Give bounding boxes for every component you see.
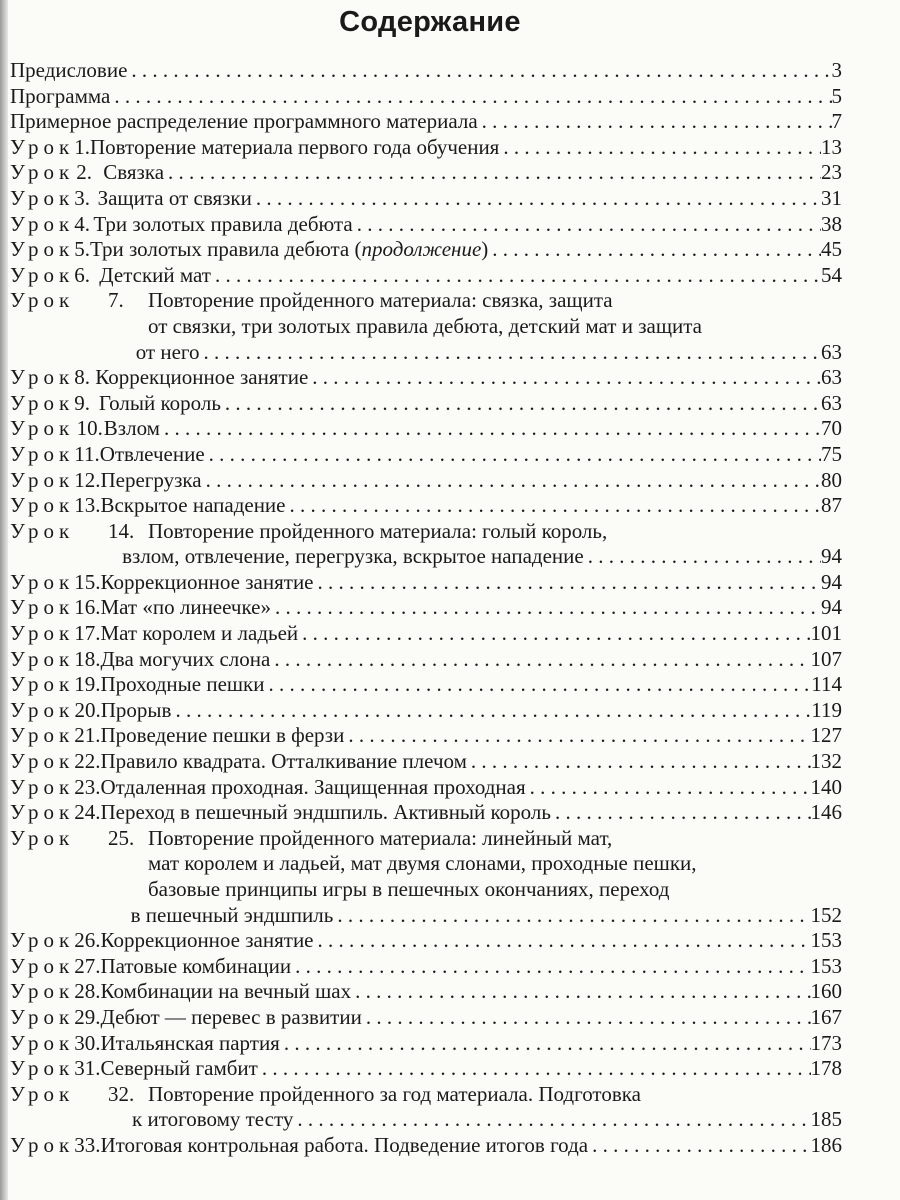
- toc-line: [10, 749, 842, 775]
- dot-leader: [298, 621, 810, 647]
- lesson-title: базовые принципы игры в пешечных окончаниях, переход: [148, 877, 670, 901]
- lesson-prefix: Урок: [10, 1056, 75, 1081]
- lesson-entry: [10, 160, 842, 186]
- lesson-prefix: Урок: [10, 365, 75, 390]
- lesson-number: 16.: [74, 595, 101, 620]
- toc-line: [10, 314, 842, 340]
- dot-leader: [308, 365, 821, 391]
- lesson-entry: [10, 647, 842, 673]
- lesson-title: в пешечный эндшпиль: [130, 902, 334, 927]
- lesson-number: 26.: [74, 928, 101, 953]
- dot-leader: [252, 186, 821, 212]
- entry-title: Примерное распределение программного материала: [10, 109, 478, 134]
- page-number: 127: [810, 723, 842, 748]
- page-number: 140: [810, 774, 842, 799]
- page-number: 152: [810, 902, 842, 927]
- page-number: 45: [821, 237, 842, 262]
- toc-line: [10, 493, 842, 519]
- dot-leader: [478, 109, 832, 135]
- lesson-entry: [10, 826, 842, 928]
- toc-line: [10, 647, 842, 673]
- dot-leader: [265, 672, 812, 698]
- lesson-title: Северный гамбит: [100, 1056, 258, 1081]
- lesson-entry: [10, 1133, 842, 1159]
- page-number: 114: [811, 672, 842, 697]
- lesson-entry: [10, 288, 842, 365]
- lesson-prefix: Урок: [10, 697, 75, 722]
- lesson-title: Повторение пройденного за год материала. Подготовка: [148, 1081, 641, 1106]
- dot-leader: [526, 775, 811, 801]
- indent-spacer: [10, 877, 44, 903]
- dot-leader: [221, 391, 821, 417]
- page-number: 31: [821, 185, 842, 210]
- lesson-prefix: Урок: [10, 800, 75, 825]
- toc-line: [10, 1031, 842, 1057]
- page-number: 3: [831, 58, 842, 82]
- indent-spacer: [10, 1107, 28, 1133]
- dot-leader: [344, 723, 810, 749]
- lesson-prefix: Урок: [10, 749, 75, 774]
- lesson-number: 12.: [74, 467, 101, 492]
- page-number: 153: [810, 953, 842, 978]
- lesson-number: 9.: [74, 390, 90, 415]
- toc-line: [10, 340, 842, 366]
- dot-leader: [164, 160, 821, 186]
- page-number: 87: [821, 493, 842, 518]
- lesson-prefix: Урок: [10, 1030, 75, 1055]
- page-number: 54: [821, 262, 842, 287]
- lesson-number: 29.: [74, 1004, 101, 1029]
- toc-line: [10, 826, 842, 852]
- lesson-title: Проходные пешки: [100, 672, 265, 697]
- lesson-number: 13.: [74, 493, 101, 518]
- indent-spacer: [10, 544, 18, 570]
- page-number: 119: [811, 697, 842, 722]
- lesson-prefix: Урок: [10, 1081, 75, 1106]
- lesson-entry: [10, 519, 842, 570]
- page-number: 185: [810, 1107, 842, 1132]
- lesson-entry: [10, 570, 842, 596]
- lesson-title: Детский мат: [99, 262, 211, 287]
- lesson-prefix: Урок: [10, 953, 75, 978]
- lesson-number: 18.: [74, 646, 101, 671]
- lesson-number: 4.: [74, 211, 90, 236]
- lesson-prefix: Урок: [10, 160, 75, 185]
- lesson-title: Дебют — перевес в развитии: [100, 1004, 362, 1029]
- lesson-entry: [10, 212, 842, 238]
- toc-line: [10, 288, 842, 314]
- lesson-prefix: Урок: [10, 134, 75, 159]
- lesson-prefix: Урок: [10, 569, 75, 594]
- lesson-title: Повторение материала первого года обучения: [89, 134, 500, 159]
- lesson-entry: [10, 723, 842, 749]
- lesson-title: Три золотых правила дебюта: [93, 211, 353, 236]
- lesson-entry: [10, 468, 842, 494]
- lesson-title: Голый король: [98, 390, 221, 415]
- toc-line: [10, 800, 842, 826]
- lesson-prefix: Урок: [10, 467, 75, 492]
- dot-leader: [286, 493, 822, 519]
- lesson-number: 31.: [74, 1056, 101, 1081]
- lesson-number: 10.: [76, 416, 103, 441]
- dot-leader: [551, 800, 811, 826]
- page-number: 7: [831, 109, 842, 134]
- page-number: 94: [821, 595, 842, 620]
- lesson-title: Мат «по линеечке»: [100, 595, 271, 620]
- toc-line: [10, 903, 842, 929]
- toc-line: [10, 160, 842, 186]
- toc-entry: [10, 58, 842, 84]
- dot-leader: [258, 1056, 811, 1082]
- book-spine-shadow: [0, 0, 8, 1200]
- lesson-title: Правило квадрата. Отталкивание плечом: [100, 749, 467, 774]
- toc-line: [10, 365, 842, 391]
- lesson-entry: [10, 621, 842, 647]
- page-number: 186: [810, 1132, 842, 1157]
- page-number: 70: [821, 416, 842, 441]
- lesson-title: Повторение пройденного материала: голый король,: [148, 518, 608, 543]
- toc-line: [10, 1082, 842, 1108]
- lesson-prefix: Урок: [10, 595, 75, 620]
- lesson-title: Повторение пройденного материала: связка, защита: [148, 288, 613, 313]
- toc-line: [10, 1005, 842, 1031]
- lesson-entry: [10, 595, 842, 621]
- dot-leader: [211, 263, 821, 289]
- lesson-entry: [10, 391, 842, 417]
- page-title: Содержание: [339, 6, 521, 38]
- lesson-entry: [10, 1005, 842, 1031]
- lesson-number: 24.: [74, 800, 101, 825]
- lesson-title: Итальянская партия: [100, 1030, 280, 1055]
- dot-leader: [588, 1133, 810, 1159]
- dot-leader: [584, 544, 821, 570]
- lesson-entry: [10, 928, 842, 954]
- dot-leader: [488, 237, 821, 263]
- lesson-entry: [10, 186, 842, 212]
- dot-leader: [127, 58, 831, 84]
- lesson-number: 2.: [76, 160, 92, 185]
- page-number: 63: [821, 390, 842, 415]
- lesson-entry: [10, 237, 842, 263]
- toc-line: [10, 1107, 842, 1133]
- lesson-entry: [10, 979, 842, 1005]
- toc-line: [10, 877, 842, 903]
- lesson-entry: [10, 954, 842, 980]
- indent-spacer: [10, 314, 44, 340]
- lesson-prefix: Урок: [10, 390, 75, 415]
- lesson-prefix: Урок: [10, 928, 75, 953]
- lesson-number: 22.: [74, 749, 101, 774]
- lesson-number: 27.: [74, 953, 101, 978]
- lesson-prefix: Урок: [10, 1132, 75, 1157]
- indent-spacer: [10, 851, 44, 877]
- page-number: 173: [810, 1030, 842, 1055]
- lesson-title: Итоговая контрольная работа. Подведение итогов года: [100, 1132, 589, 1157]
- lesson-entry: [10, 800, 842, 826]
- lesson-title: Отвлечение: [99, 441, 205, 466]
- lesson-title: от него: [135, 339, 200, 364]
- toc-line: [10, 1056, 842, 1082]
- lesson-entry: [10, 1082, 842, 1133]
- lesson-title: Перегрузка: [100, 467, 202, 492]
- toc-line: [10, 698, 842, 724]
- lesson-prefix: Урок: [10, 237, 75, 262]
- dot-leader: [171, 698, 811, 724]
- toc-entry: [10, 84, 842, 110]
- lesson-number: 32.: [108, 1081, 135, 1106]
- lesson-entry: [10, 365, 842, 391]
- italic-text: продолжение: [361, 237, 482, 262]
- page-number: 107: [810, 646, 842, 671]
- toc-line: [10, 212, 842, 238]
- toc-line: [10, 391, 842, 417]
- page-number: 94: [821, 569, 842, 594]
- lesson-title: Переход в пешечный эндшпиль. Активный король: [100, 800, 551, 825]
- lesson-prefix: Урок: [10, 646, 75, 671]
- toc-entry: [10, 109, 842, 135]
- dot-leader: [270, 647, 810, 673]
- lesson-number: 21.: [74, 723, 101, 748]
- lesson-title: Связка: [103, 160, 165, 185]
- toc-line: [10, 468, 842, 494]
- lesson-entry: [10, 698, 842, 724]
- lesson-prefix: Урок: [10, 211, 75, 236]
- lesson-entry: [10, 493, 842, 519]
- lesson-entry: [10, 416, 842, 442]
- dot-leader: [314, 570, 822, 596]
- dot-leader: [160, 416, 821, 442]
- lesson-title: Комбинации на вечный шах: [100, 979, 352, 1004]
- page-number: 160: [810, 979, 842, 1004]
- page-number: 178: [810, 1056, 842, 1081]
- toc-line: [10, 954, 842, 980]
- lesson-number: 17.: [74, 621, 101, 646]
- lesson-prefix: Урок: [10, 825, 75, 850]
- lesson-prefix: Урок: [10, 672, 75, 697]
- toc-line: [10, 442, 842, 468]
- lesson-number: 1.: [74, 134, 90, 159]
- lesson-title: Три золотых правила дебюта (продолжение): [89, 237, 489, 262]
- dot-leader: [499, 135, 821, 161]
- indent-spacer: [10, 903, 27, 929]
- lesson-prefix: Урок: [10, 979, 75, 1004]
- page-number: 63: [821, 365, 842, 390]
- page-number: 38: [821, 211, 842, 236]
- lesson-title: Мат королем и ладьей: [100, 621, 299, 646]
- lesson-title: Отдаленная проходная. Защищенная проходная: [100, 774, 526, 799]
- toc-line: [10, 621, 842, 647]
- lesson-title: Повторение пройденного материала: линейный мат,: [148, 825, 613, 850]
- lesson-title: мат королем и ладьей, мат двумя слонами, проходные пешки,: [148, 851, 697, 876]
- lesson-title: Взлом: [103, 416, 160, 441]
- lesson-entry: [10, 672, 842, 698]
- lesson-prefix: Урок: [10, 518, 75, 543]
- lesson-number: 14.: [108, 518, 135, 543]
- lesson-prefix: Урок: [10, 441, 75, 466]
- dot-leader: [362, 1005, 811, 1031]
- page-number: 132: [810, 749, 842, 774]
- toc-line: [10, 544, 842, 570]
- dot-leader: [293, 1107, 810, 1133]
- dot-leader: [467, 749, 811, 775]
- toc-line: [10, 723, 842, 749]
- lesson-prefix: Урок: [10, 288, 75, 313]
- lesson-number: 8.: [74, 365, 90, 390]
- toc-line: [10, 928, 842, 954]
- table-of-contents: [10, 58, 842, 1159]
- lesson-title: от связки, три золотых правила дебюта, детский мат и защита: [148, 313, 702, 338]
- lesson-number: 15.: [74, 569, 101, 594]
- page-number: 146: [810, 800, 842, 825]
- entry-title: Программа: [10, 83, 111, 108]
- dot-leader: [353, 212, 821, 238]
- lesson-title: Патовые комбинации: [100, 953, 292, 978]
- page-number: 101: [810, 621, 842, 646]
- dot-leader: [202, 468, 821, 494]
- lesson-number: 11.: [74, 441, 100, 466]
- dot-leader: [291, 954, 810, 980]
- dot-leader: [280, 1031, 811, 1057]
- lesson-number: 28.: [74, 979, 101, 1004]
- lesson-entry: [10, 263, 842, 289]
- toc-line: [10, 416, 842, 442]
- lesson-prefix: Урок: [10, 723, 75, 748]
- lesson-title: Коррекционное занятие: [100, 928, 314, 953]
- lesson-entry: [10, 749, 842, 775]
- lesson-title: взлом, отвлечение, перегрузка, вскрытое нападение: [122, 544, 584, 569]
- dot-leader: [351, 979, 810, 1005]
- toc-line: [10, 595, 842, 621]
- lesson-title: Проведение пешки в ферзи: [100, 723, 345, 748]
- page-number: 23: [821, 160, 842, 185]
- dot-leader: [205, 442, 821, 468]
- lesson-title: Коррекционное занятие: [95, 365, 309, 390]
- lesson-number: 25.: [108, 825, 135, 850]
- lesson-number: 6.: [74, 262, 90, 287]
- lesson-entry: [10, 135, 842, 161]
- page-number: 13: [821, 134, 842, 159]
- dot-leader: [314, 928, 811, 954]
- lesson-entry: [10, 1056, 842, 1082]
- lesson-number: 33.: [74, 1132, 101, 1157]
- toc-line: [10, 1133, 842, 1159]
- toc-line: [10, 186, 842, 212]
- lesson-number: 20.: [74, 697, 101, 722]
- dot-leader: [333, 903, 810, 929]
- toc-line: [10, 775, 842, 801]
- lesson-title: Два могучих слона: [100, 646, 271, 671]
- page-number: 94: [821, 544, 842, 569]
- lesson-title: Защита от связки: [97, 185, 252, 210]
- dot-leader: [271, 595, 821, 621]
- lesson-title: Коррекционное занятие: [100, 569, 314, 594]
- toc-line: [10, 237, 842, 263]
- lesson-title: Вскрытое нападение: [100, 493, 286, 518]
- lesson-prefix: Урок: [10, 1004, 75, 1029]
- page-number: 167: [810, 1004, 842, 1029]
- entry-title: Предисловие: [10, 58, 128, 82]
- lesson-title: Прорыв: [100, 697, 172, 722]
- page-number: 80: [821, 467, 842, 492]
- lesson-number: 5.: [74, 237, 90, 262]
- lesson-entry: [10, 775, 842, 801]
- lesson-title: к итоговому тесту: [132, 1107, 294, 1132]
- lesson-prefix: Урок: [10, 493, 75, 518]
- lesson-prefix: Урок: [10, 621, 75, 646]
- toc-line: [10, 135, 842, 161]
- lesson-prefix: Урок: [10, 185, 75, 210]
- page-number: 153: [810, 928, 842, 953]
- lesson-number: 3.: [74, 185, 90, 210]
- page-number: 63: [821, 339, 842, 364]
- toc-line: [10, 519, 842, 545]
- toc-line: [10, 851, 842, 877]
- lesson-number: 23.: [74, 774, 101, 799]
- toc-line: [10, 570, 842, 596]
- lesson-number: 7.: [108, 288, 124, 313]
- dot-leader: [200, 340, 821, 366]
- toc-line: [10, 263, 842, 289]
- toc-line: [10, 979, 842, 1005]
- indent-spacer: [10, 340, 32, 366]
- lesson-number: 30.: [74, 1030, 101, 1055]
- dot-leader: [110, 84, 831, 110]
- page-number: 5: [831, 83, 842, 108]
- page-number: 75: [821, 441, 842, 466]
- lesson-prefix: Урок: [10, 262, 75, 287]
- lesson-prefix: Урок: [10, 416, 75, 441]
- lesson-entry: [10, 442, 842, 468]
- lesson-number: 19.: [74, 672, 101, 697]
- lesson-entry: [10, 1031, 842, 1057]
- toc-line: [10, 672, 842, 698]
- lesson-prefix: Урок: [10, 774, 75, 799]
